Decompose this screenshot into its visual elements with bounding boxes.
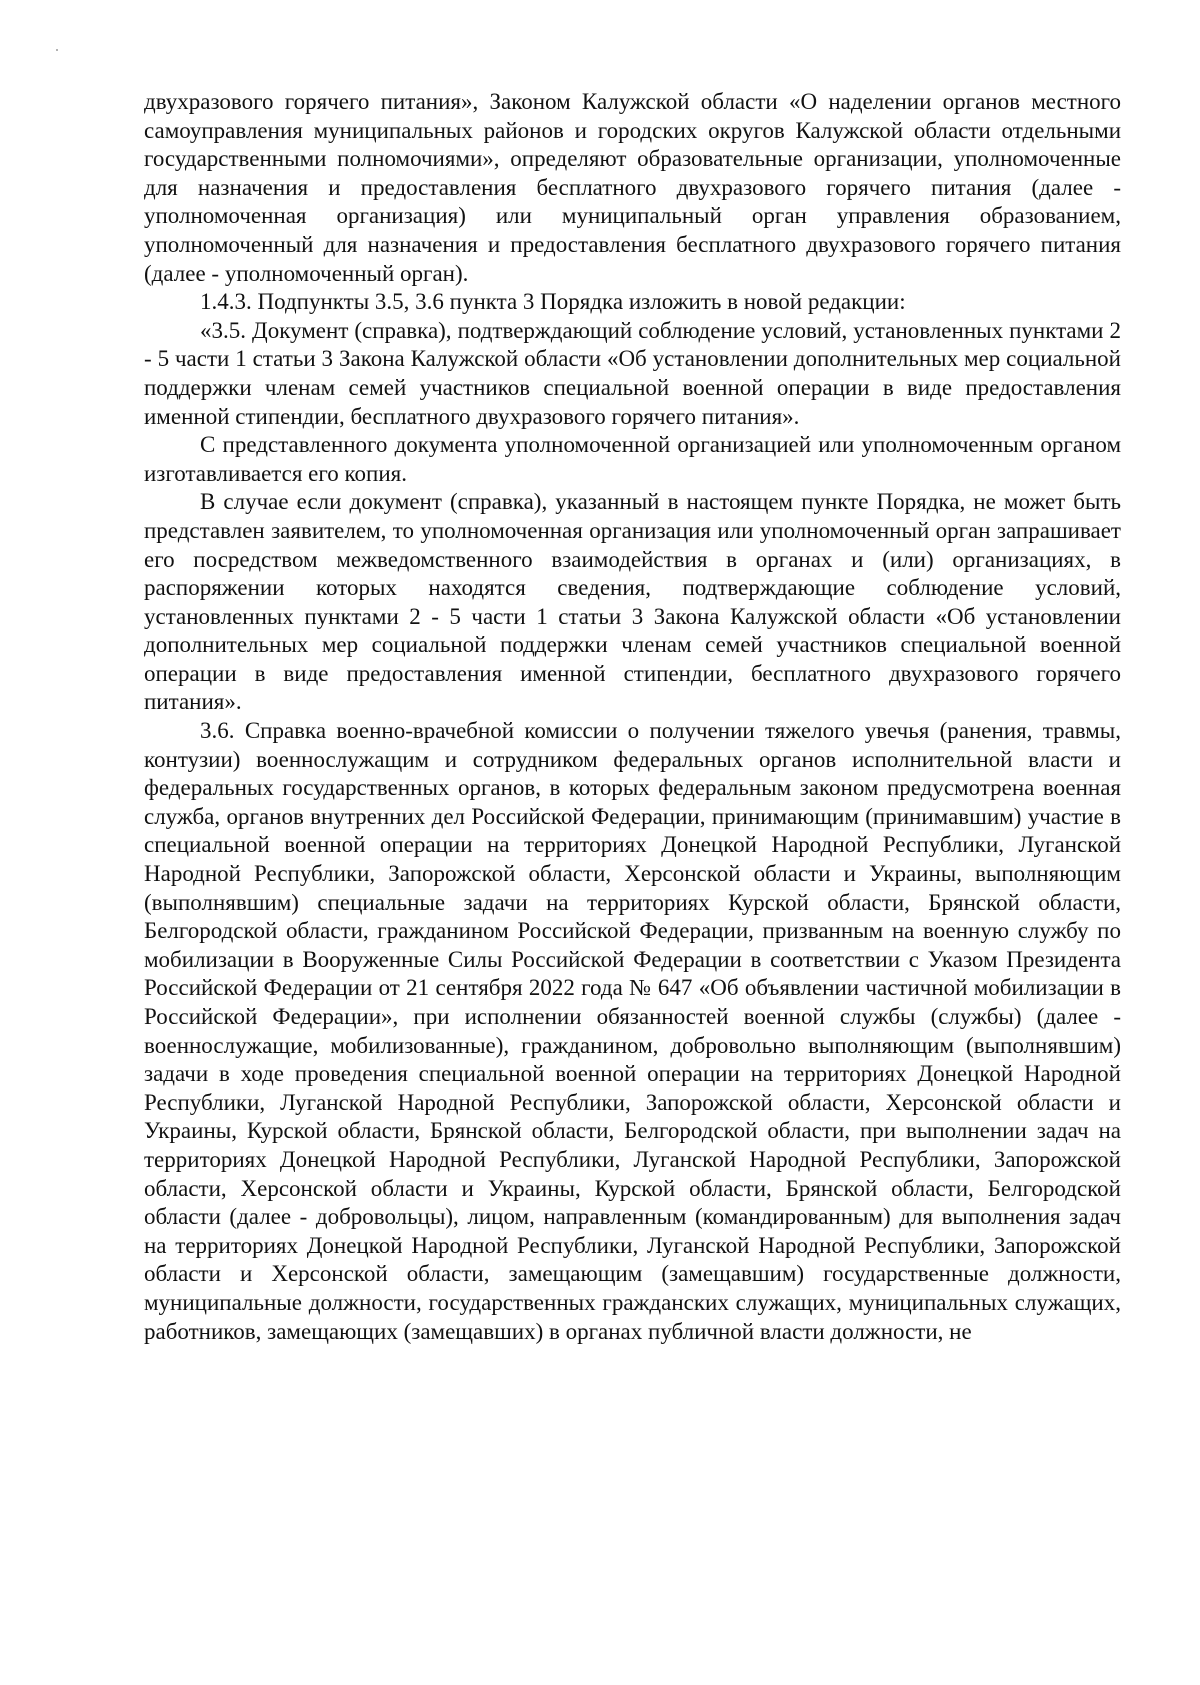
document-page [144,88,1121,1346]
paragraph-item-1-4-3: 1.4.3. Подпункты 3.5, 3.6 пункта 3 Порядка изложить в новой редакции: [200,289,906,315]
paragraph-item-3-5: «3.5. Документ (справка), подтверждающий соблюдение условий, установленных пунктами 2 - 5 части 1 статьи 3 Закона Калужской области «Об установлении дополнительных мер социальной поддержки членам семей участников специальной военной операции в виде предоставления именной стипендии, бесплатного двухразового горячего питания». [144,317,1121,429]
paragraph-organizations: двухразового горячего питания», Законом Калужской области «О наделении органов местного самоуправления муниципальных районов и городских округов Калужской области отдельными государственными полномочиями», определяют образовательные организации, уполномоченные для назначения и предоставления бесплатного двухразового горячего питания (далее - уполномоченная организация) или муниципальный орган управления образованием, уполномоченный для назначения и предоставления бесплатного двухразового горячего питания (далее - уполномоченный орган). [144,89,1121,286]
paragraph-copy: С представленного документа уполномоченной организацией или уполномоченным органом изготавливается его копия. [144,432,1121,486]
paragraph-item-3-6: 3.6. Справка военно-врачебной комиссии о получении тяжелого увечья (ранения, травмы, контузии) военнослужащим и сотрудником федеральных органов исполнительной власти и федеральных государственных органов, в которых федеральным законом предусмотрена военная служба, органов внутренних дел Российской Федерации, принимающим (принимавшим) участие в специальной военной операции на территориях Донецкой Народной Республики, Луганской Народной Республики, Запорожской области, Херсонской области и Украины, выполняющим (выполнявшим) специальные задачи на территориях Курской области, Брянской области, Белгородской области, гражданином Российской Федерации, призванным на военную службу по мобилизации в Вооруженные Силы Российской Федерации в соответствии с Указом Президента Российской Федерации от 21 сентября 2022 года № 647 «Об объявлении частичной мобилизации в Российской Федерации», при исполнении обязанностей военной службы (службы) (далее - военнослужащие, мобилизованные), гражданином, добровольно выполняющим (выполнявшим) задачи в ходе проведения специальной военной операции на территориях Донецкой Народной Республики, Луганской Народной Республики, Запорожской области, Херсонской области и Украины, Курской области, Брянской области, Белгородской области, при выполнении задач на территориях Донецкой Народной Республики, Луганской Народной Республики, Запорожской области, Херсонской области и Украины, Курской области, Брянской области, Белгородской области (далее - добровольцы), лицом, направленным (командированным) для выполнения задач на территориях Донецкой Народной Республики, Луганской Народной Республики, Запорожской области и Херсонской области, замещающим (замещавшим) государственные должности, муниципальные должности, государственных гражданских служащих, муниципальных служащих, работников, замещающих (замещавших) в органах публичной власти должности, не [144,718,1121,1344]
paragraph-interagency-request: В случае если документ (справка), указанный в настоящем пункте Порядка, не может быть представлен заявителем, то уполномоченная организация или уполномоченный орган запрашивает его посредством межведомственного взаимодействия в органах и (или) организациях, в распоряжении которых находятся сведения, подтверждающие соблюдение условий, установленных пунктами 2 - 5 части 1 статьи 3 Закона Калужской области «Об установлении дополнительных мер социальной поддержки членам семей участников специальной военной операции в виде предоставления именной стипендии, бесплатного двухразового горячего питания». [144,489,1121,715]
scan-speck [56,49,58,51]
